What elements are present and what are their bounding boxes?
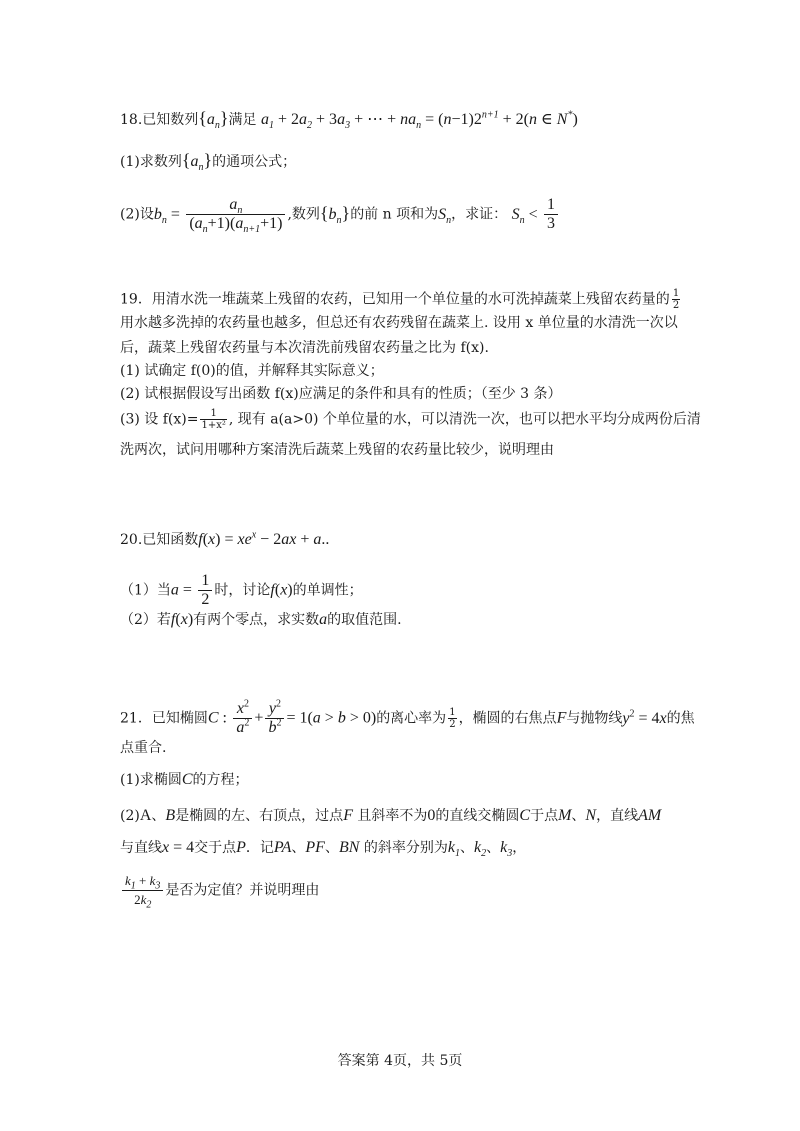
q19-line2: 用水越多洗掉的农药量也越多，但总还有农药残留在蔬菜上. 设用 x 单位量的水清洗一次以 xyxy=(120,315,678,331)
q21-statement: 21．已知椭圆C : $\frac{x^2}{a^2}$ + $\frac{y^2}{b^2}$ = 1(a > b > 0)的离心率为 $\frac{1}{2}$ ，椭圆的右焦点F与抛物线$y^2 = 4x$的焦 xyxy=(120,698,695,736)
q20-part2: （2）若f(x)有两个零点，求实数a的取值范围. xyxy=(120,611,402,628)
q20-statement: 20.已知函数$f(x) = xe^x - 2ax + a$.. xyxy=(120,529,330,548)
page-footer: 答案第 4页，共 5页 xyxy=(337,1053,463,1069)
q21-line2: 点重合. xyxy=(120,740,167,756)
q18-part2: (2)设$b_n$ = $\frac{a_n}{(a_n+1)(a_{n+1}+1)}$ ,数列$\{b_n\}$的前 n 项和为$S_n$，求证： $S_n$ < $\frac{1}{3}$ xyxy=(120,196,560,233)
q19-part3: (3) 设 f(x)= $\frac{1}{\text{1+x²}}$ , 现有 a(a>0) 个单位量的水，可以清洗一次，也可以把水平均分成两份后清 xyxy=(120,408,701,431)
q19-part1: (1) 试确定 f(0)的值，并解释其实际意义； xyxy=(120,363,384,379)
q19-part2: (2) 试根据假设写出函数 f(x)应满足的条件和具有的性质；（至少 3 条） xyxy=(120,386,562,402)
q20-half: $\frac{1}{2}$ xyxy=(198,572,212,609)
q19-line7: 洗两次，试问用哪种方案清洗后蔬菜上残留的农药量比较少，说明理由 xyxy=(120,442,554,458)
q18-one-third: $\frac{1}{3}$ xyxy=(544,196,558,233)
q21-line5: 与直线x = 4交于点P．记PA、PF、BN 的斜率分别为$k_1$、$k_2$、$k_3$， xyxy=(120,839,527,860)
q21-part2: (2)A、B是椭圆的左、右顶点，过点F 且斜率不为0的直线交椭圆C于点M、N，直线AM xyxy=(120,807,662,824)
q19-line3: 后，蔬菜上残留农药量与本次清洗前残留农药量之比为 f(x). xyxy=(120,340,489,356)
q19-f-fraction: $\frac{1}{\text{1+x²}}$ xyxy=(201,408,226,431)
q19-half: $\frac{1}{2}$ xyxy=(672,288,680,311)
q21-ratio: $\frac{k_1 + k_3}{2k_2}$ xyxy=(122,872,163,909)
q19-line1: 19．用清水洗一堆蔬菜上残留的农药，已知用一个单位量的水可洗掉蔬菜上残留农药量的 $\frac{1}{2}$ xyxy=(120,288,680,311)
q21-line6: $\frac{k_1 + k_3}{2k_2}$ 是否为定值？并说明理由 xyxy=(120,872,319,909)
q21-part1: (1)求椭圆C的方程； xyxy=(120,771,249,788)
q18-part1: (1)求数列$\{a_n\}$的通项公式； xyxy=(120,150,297,174)
q20-part1: （1）当a = $\frac{1}{2}$ 时，讨论f(x)的单调性； xyxy=(120,572,363,608)
q18-statement: 18.已知数列$\{a_n\}$满足 $a_1 + 2a_2 + 3a_3$ + ⋯ + $na_n = (n-1)2^{n+1} + 2(n$ ∈ N*) xyxy=(120,108,578,132)
q18-fraction: $\frac{a_n}{(a_n+1)(a_{n+1}+1)}$ xyxy=(186,196,285,233)
